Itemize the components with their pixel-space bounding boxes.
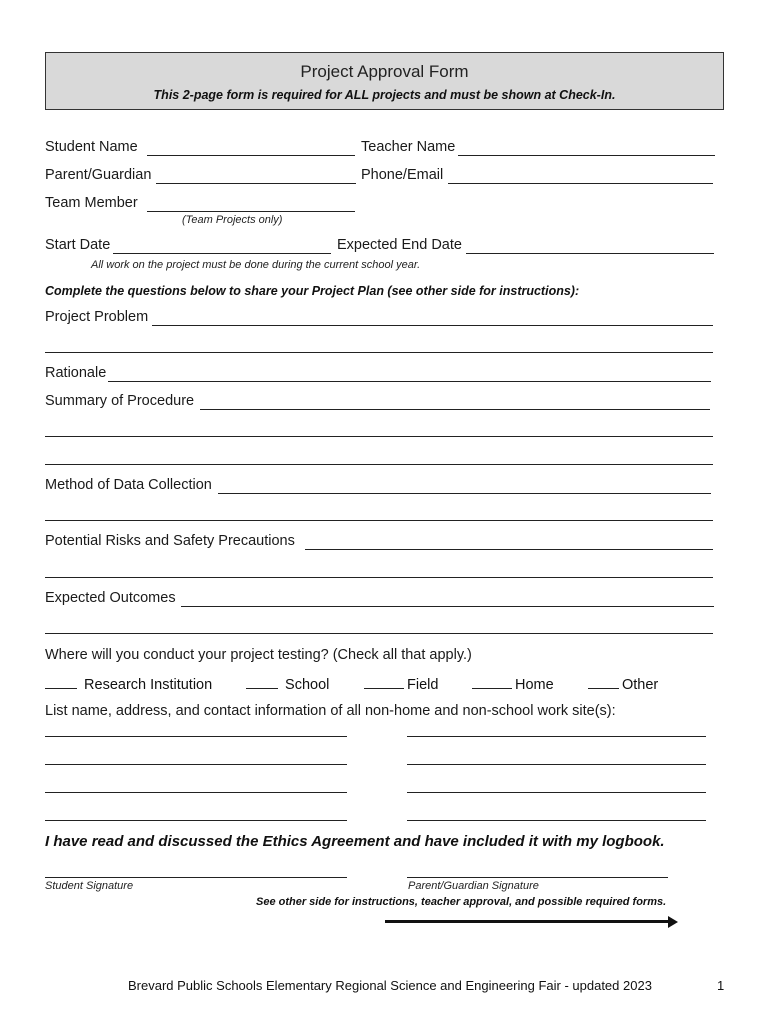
work-sites-prompt: List name, address, and contact information of all non-home and non-school work site(s): bbox=[45, 703, 616, 719]
expected-outcomes-line-2[interactable] bbox=[45, 633, 713, 634]
checkbox-home[interactable] bbox=[472, 675, 554, 693]
start-date-field[interactable] bbox=[113, 253, 331, 254]
work-site-line-2b[interactable] bbox=[407, 764, 706, 765]
student-signature-label: Student Signature bbox=[45, 880, 134, 892]
work-site-line-1a[interactable] bbox=[45, 736, 347, 737]
option-label: School bbox=[285, 677, 330, 693]
risks-field[interactable] bbox=[305, 549, 713, 550]
check-blank[interactable] bbox=[364, 675, 404, 689]
rationale-label: Rationale bbox=[45, 365, 107, 381]
parent-guardian-field[interactable] bbox=[156, 183, 356, 184]
expected-end-date-field[interactable] bbox=[466, 253, 714, 254]
check-blank[interactable] bbox=[246, 675, 278, 689]
checkbox-field[interactable] bbox=[364, 675, 438, 693]
expected-outcomes-field[interactable] bbox=[181, 606, 714, 607]
summary-procedure-field[interactable] bbox=[200, 409, 710, 410]
teacher-name-label: Teacher Name bbox=[361, 139, 456, 155]
work-site-line-1b[interactable] bbox=[407, 736, 706, 737]
data-collection-label: Method of Data Collection bbox=[45, 477, 212, 493]
work-site-line-3b[interactable] bbox=[407, 792, 706, 793]
team-projects-note: (Team Projects only) bbox=[182, 214, 283, 226]
project-problem-label: Project Problem bbox=[45, 309, 149, 325]
check-blank[interactable] bbox=[472, 675, 512, 689]
option-label: Field bbox=[407, 677, 439, 693]
student-name-field[interactable] bbox=[147, 155, 355, 156]
option-label: Research Institution bbox=[84, 677, 213, 693]
form-header bbox=[45, 52, 724, 110]
form-title: Project Approval Form bbox=[300, 62, 469, 81]
checkbox-other[interactable] bbox=[588, 675, 658, 693]
teacher-name-field[interactable] bbox=[458, 155, 715, 156]
project-problem-line-2[interactable] bbox=[45, 352, 713, 353]
expected-outcomes-label: Expected Outcomes bbox=[45, 590, 176, 606]
option-label: Other bbox=[622, 677, 659, 693]
rationale-field[interactable] bbox=[108, 381, 711, 382]
checkbox-research-institution[interactable] bbox=[45, 675, 212, 693]
risks-line-2[interactable] bbox=[45, 577, 713, 578]
testing-question: Where will you conduct your project testing? (Check all that apply.) bbox=[45, 647, 472, 663]
data-collection-field[interactable] bbox=[218, 493, 711, 494]
work-site-line-3a[interactable] bbox=[45, 792, 347, 793]
work-site-line-4a[interactable] bbox=[45, 820, 347, 821]
form-subtitle: This 2-page form is required for ALL projects and must be shown at Check-In. bbox=[153, 88, 616, 102]
footer-text: Brevard Public Schools Elementary Regional Science and Engineering Fair - updated 2023 bbox=[128, 978, 652, 993]
option-label: Home bbox=[515, 677, 554, 693]
ethics-statement: I have read and discussed the Ethics Agreement and have included it with my logbook. bbox=[45, 833, 665, 850]
checkbox-school[interactable] bbox=[246, 675, 329, 693]
risks-label: Potential Risks and Safety Precautions bbox=[45, 533, 295, 549]
parent-signature-line[interactable] bbox=[407, 877, 668, 878]
see-other-side-note: See other side for instructions, teacher approval, and possible required forms. bbox=[256, 896, 667, 908]
work-site-line-2a[interactable] bbox=[45, 764, 347, 765]
right-arrow-icon bbox=[385, 920, 671, 923]
summary-procedure-line-3[interactable] bbox=[45, 464, 713, 465]
summary-procedure-line-2[interactable] bbox=[45, 436, 713, 437]
parent-signature-label: Parent/Guardian Signature bbox=[408, 880, 539, 892]
student-signature-line[interactable] bbox=[45, 877, 347, 878]
project-plan-intro: Complete the questions below to share your Project Plan (see other side for instructions): bbox=[45, 284, 580, 298]
parent-guardian-label: Parent/Guardian bbox=[45, 167, 152, 183]
team-member-label: Team Member bbox=[45, 195, 138, 211]
student-name-label: Student Name bbox=[45, 139, 138, 155]
data-collection-line-2[interactable] bbox=[45, 520, 713, 521]
phone-email-field[interactable] bbox=[448, 183, 713, 184]
start-date-label: Start Date bbox=[45, 237, 111, 253]
team-member-field[interactable] bbox=[147, 211, 355, 212]
page-number: 1 bbox=[717, 978, 725, 993]
check-blank[interactable] bbox=[45, 675, 77, 689]
work-site-line-4b[interactable] bbox=[407, 820, 706, 821]
summary-procedure-label: Summary of Procedure bbox=[45, 393, 195, 409]
arrow-head-icon bbox=[668, 916, 678, 928]
project-problem-field[interactable] bbox=[152, 325, 713, 326]
school-year-note: All work on the project must be done during the current school year. bbox=[91, 259, 421, 271]
expected-end-date-label: Expected End Date bbox=[337, 237, 462, 253]
check-blank[interactable] bbox=[588, 675, 619, 689]
phone-email-label: Phone/Email bbox=[361, 167, 444, 183]
